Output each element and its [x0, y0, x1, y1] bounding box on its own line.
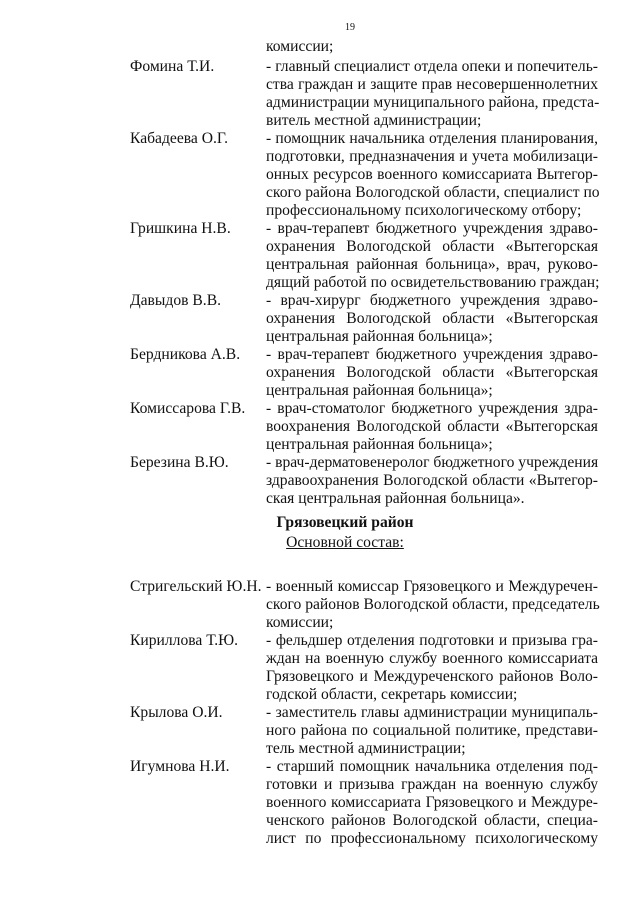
page-number: 19	[345, 22, 355, 33]
desc-line: - старший помощник начальника отделения под-	[266, 758, 598, 775]
desc-line: - врач-дерматовенеролог бюджетного учреждения	[266, 454, 599, 471]
desc-line: тель местной администрации;	[266, 740, 466, 757]
desc-line: - врач-терапевт бюджетного учреждения здраво-	[266, 346, 598, 363]
desc-line: ская центральная районная больница».	[266, 490, 525, 507]
name-igumnova: Игумнова Н.И.	[130, 758, 230, 775]
desc-line: комиссии;	[266, 614, 334, 631]
desc-line: подготовки, предназначения и учета мобилизаци-	[266, 148, 598, 165]
district-title: Грязовецкий район	[276, 514, 414, 531]
name-berezina: Березина В.Ю.	[130, 454, 229, 471]
desc-line: ждан на военную службу военного комиссариата	[266, 650, 598, 667]
desc-line: - врач-стоматолог бюджетного учреждения здра-	[266, 400, 598, 417]
name-kirillova: Кириллова Т.Ю.	[130, 632, 239, 649]
desc-line: - помощник начальника отделения планирования,	[266, 130, 598, 147]
desc-line: центральная районная больница»;	[266, 382, 493, 399]
name-kabadeeva: Кабадеева О.Г.	[130, 130, 229, 147]
desc-line: витель местной администрации;	[266, 112, 482, 129]
desc-line: охранения Вологодской области «Вытегорская	[266, 310, 598, 327]
desc-line: ного района по социальной политике, представи-	[266, 722, 598, 739]
desc-line: центральная районная больница»;	[266, 436, 493, 453]
name-davydov: Давыдов В.В.	[130, 292, 221, 309]
composition-subtitle: Основной состав:	[286, 534, 404, 551]
desc-line: ства граждан и защите прав несовершеннолетних	[266, 76, 598, 93]
name-komissarova: Комиссарова Г.В.	[130, 400, 246, 417]
desc-line: охранения Вологодской области «Вытегорская	[266, 364, 598, 381]
desc-line: дящий работой по освидетельствованию граждан;	[266, 274, 600, 291]
desc-line: - главный специалист отдела опеки и попечитель-	[266, 58, 598, 75]
desc-line: - военный комиссар Грязовецкого и Междуречен-	[266, 578, 598, 595]
desc-line: - врач-терапевт бюджетного учреждения здраво-	[266, 220, 598, 237]
name-fomina: Фомина Т.И.	[130, 58, 215, 75]
name-krylova: Крылова О.И.	[130, 704, 223, 721]
desc-line: воохранения Вологодской области «Вытегорская	[266, 418, 598, 435]
desc-line: здравоохранения Вологодской области «Вытегор-	[266, 472, 598, 489]
desc-line: ского района Вологодской области, специалист по	[266, 184, 600, 201]
desc-line: годской области, секретарь комиссии;	[266, 686, 518, 703]
name-berdnikova: Бердникова А.В.	[130, 346, 241, 363]
desc-line: - врач-хирург бюджетного учреждения здраво-	[266, 292, 598, 309]
desc-line: администрации муниципального района, предста-	[266, 94, 600, 111]
desc-line: Грязовецкого и Междуреченского районов Воло-	[266, 668, 598, 685]
desc-line: центральная районная больница», врач, руково-	[266, 256, 598, 273]
desc-line: - фельдшер отделения подготовки и призыва гра-	[266, 632, 598, 649]
desc-line: лист по профессиональному психологическому	[266, 830, 598, 847]
desc-line: охранения Вологодской области «Вытегорская	[266, 238, 598, 255]
continuation-line: комиссии;	[266, 38, 334, 55]
desc-line: ского районов Вологодской области, председатель	[266, 596, 600, 613]
desc-line: профессиональному психологическому отбору;	[266, 202, 582, 219]
name-strigelsky: Стригельский Ю.Н.	[130, 578, 262, 595]
desc-line: - заместитель главы администрации муниципаль-	[266, 704, 598, 721]
desc-line: готовки и призыва граждан на военную службу	[266, 776, 598, 793]
desc-line: онных ресурсов военного комиссариата Вытегор-	[266, 166, 598, 183]
desc-line: центральная районная больница»;	[266, 328, 493, 345]
desc-line: ченского районов Вологодской области, специа-	[266, 812, 598, 829]
name-grishkina: Гришкина Н.В.	[130, 220, 231, 237]
desc-line: военного комиссариата Грязовецкого и Междуре-	[266, 794, 598, 811]
